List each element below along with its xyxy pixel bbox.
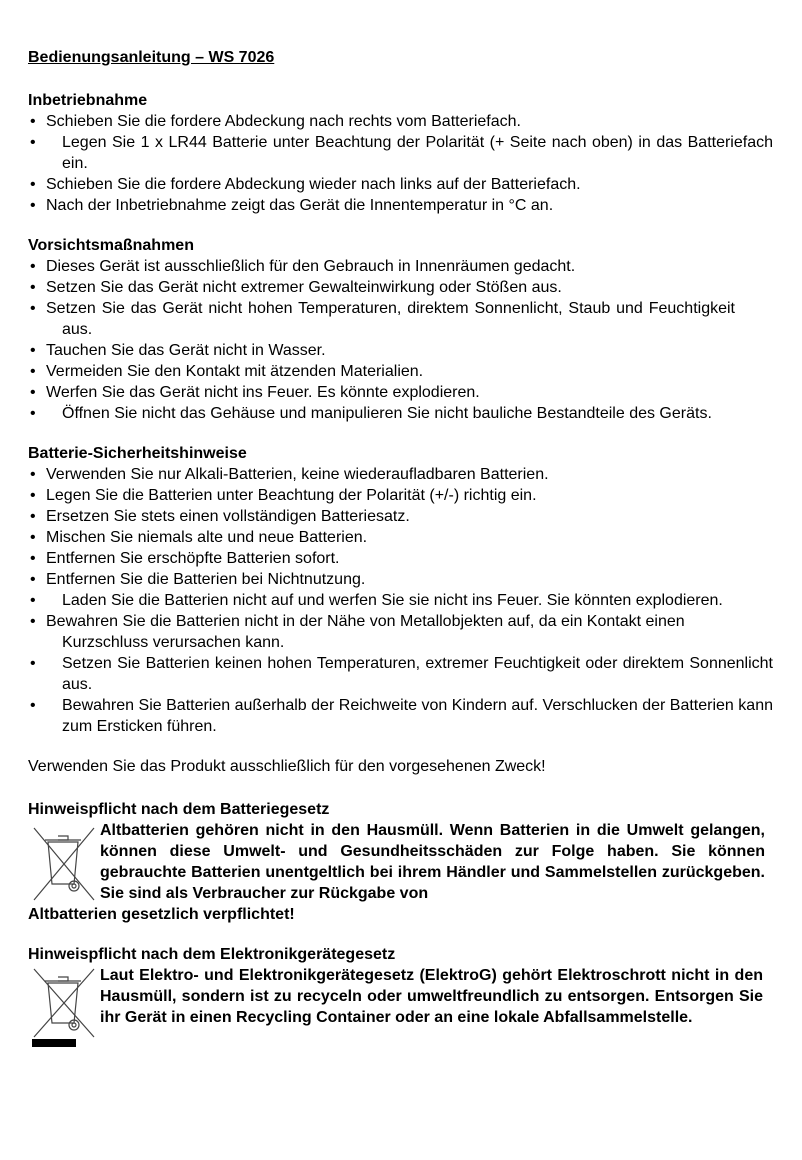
list-item: • Setzen Sie Batterien keinen hohen Temperaturen, extremer Feuchtigkeit oder direktem Sonnenlicht aus. bbox=[30, 655, 773, 693]
section-batterie bbox=[28, 443, 773, 737]
list-item: • Laden Sie die Batterien nicht auf und werfen Sie sie nicht ins Feuer. Sie könnten explodieren. bbox=[30, 592, 723, 609]
list-item: • Verwenden Sie nur Alkali-Batterien, keine wiederaufladbaren Batterien. bbox=[30, 466, 549, 483]
list-item: • Nach der Inbetriebnahme zeigt das Gerät die Innentemperatur in °C an. bbox=[30, 197, 554, 214]
list-item: • Öffnen Sie nicht das Gehäuse und manipulieren Sie nicht bauliche Bestandteile des Geräts. bbox=[30, 405, 712, 422]
list-item: • Entfernen Sie die Batterien bei Nichtnutzung. bbox=[30, 571, 366, 588]
purpose-note: Verwenden Sie das Produkt ausschließlich für den vorgesehenen Zweck! bbox=[28, 758, 546, 775]
list-item: • Setzen Sie das Gerät nicht extremer Gewalteinwirkung oder Stößen aus. bbox=[30, 279, 562, 296]
section-heading: Hinweispflicht nach dem Batteriegesetz bbox=[28, 801, 330, 818]
list-item: • Tauchen Sie das Gerät nicht in Wasser. bbox=[30, 342, 326, 359]
section-elektrog: Hinweispflicht nach dem Elektronikgerätegesetz Laut Elektro- und Elektronikgerätegesetz (ElektroG) gehört Elektroschrott nicht in den Hausmüll, sondern ist zu recyceln oder umweltfreundlich zu entsorgen. Entsorgen Sie ihr Gerät in einen Recycling Container oder an eine lokale Abfallsammelstelle. bbox=[28, 944, 773, 1049]
section-batteriegesetz: Hinweispflicht nach dem Batteriegesetz Altbatterien gehören nicht in den Hausmüll. Wenn Batterien in die Umwelt gelangen, können diese Umwelt- und Gesundheitsschäden zur Folge haben. Sie können gebrauchte Batterien unentgeltlich bei ihrem Händler und Sammelstellen zurückgeben. Sie sind als Verbraucher zur Rückgabe von Altbatterien gesetzlich verpflichtet! bbox=[28, 799, 773, 925]
section-heading: Inbetriebnahme bbox=[28, 92, 148, 109]
crossed-out-wheelie-bin-icon bbox=[28, 820, 100, 904]
list-item: • Legen Sie die Batterien unter Beachtung der Polarität (+/-) richtig ein. bbox=[30, 487, 537, 504]
document-title: Bedienungsanleitung – WS 7026 bbox=[28, 49, 275, 66]
list-item: • Legen Sie 1 x LR44 Batterie unter Beachtung der Polarität (+ Seite nach oben) in das Batteriefach ein. bbox=[30, 134, 773, 172]
list-item: • Vermeiden Sie den Kontakt mit ätzenden Materialien. bbox=[30, 363, 424, 380]
list-item: • Setzen Sie das Gerät nicht hohen Temperaturen, direktem Sonnenlicht, Staub und Feuchtigkeit aus. bbox=[30, 300, 735, 338]
list-item: • Ersetzen Sie stets einen vollständigen Batteriesatz. bbox=[30, 508, 410, 525]
list-item: • Schieben Sie die fordere Abdeckung wieder nach links auf der Batteriefach. bbox=[30, 176, 581, 193]
section-heading: Batterie-Sicherheitshinweise bbox=[28, 445, 247, 462]
section-inbetriebnahme bbox=[28, 90, 773, 216]
list-item: • Bewahren Sie Batterien außerhalb der Reichweite von Kindern auf. Verschlucken der Batterien kann zum Ersticken führen. bbox=[30, 697, 773, 735]
section-vorsicht bbox=[28, 235, 773, 424]
list-item: • Werfen Sie das Gerät nicht ins Feuer. Es könnte explodieren. bbox=[30, 384, 480, 401]
list-item: • Mischen Sie niemals alte und neue Batterien. bbox=[30, 529, 368, 546]
section-heading: Hinweispflicht nach dem Elektronikgerätegesetz bbox=[28, 946, 396, 963]
list-item: • Bewahren Sie die Batterien nicht in der Nähe von Metallobjekten auf, da ein Kontakt einen Kurzschluss verursachen kann. bbox=[30, 613, 685, 651]
section-heading: Vorsichtsmaßnahmen bbox=[28, 237, 194, 254]
list-item: • Dieses Gerät ist ausschließlich für den Gebrauch in Innenräumen gedacht. bbox=[30, 258, 576, 275]
list-item: • Entfernen Sie erschöpfte Batterien sofort. bbox=[30, 550, 340, 567]
list-item: • Schieben Sie die fordere Abdeckung nach rechts vom Batteriefach. bbox=[30, 113, 521, 130]
crossed-out-wheelie-bin-icon bbox=[28, 965, 100, 1049]
